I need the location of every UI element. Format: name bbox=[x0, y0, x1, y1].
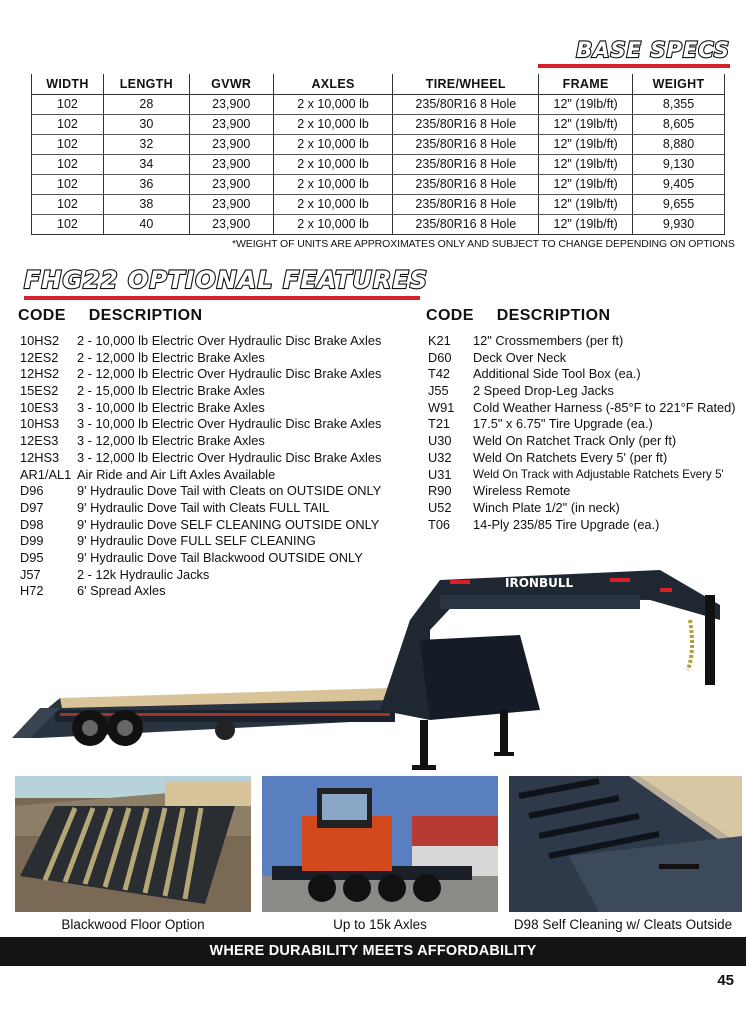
specs-cell: 12" (19lb/ft) bbox=[539, 214, 633, 234]
feature-code: D98 bbox=[20, 516, 44, 532]
feature-item bbox=[20, 450, 381, 467]
feature-code: 12HS3 bbox=[20, 449, 60, 465]
specs-cell: 2 x 10,000 lb bbox=[273, 154, 393, 174]
specs-cell: 23,900 bbox=[189, 134, 273, 154]
feature-description: Weld On Track with Adjustable Ratchets Every 5' bbox=[473, 467, 724, 481]
specs-cell: 235/80R16 8 Hole bbox=[393, 94, 539, 114]
base-specs-underline bbox=[538, 64, 730, 68]
feature-item bbox=[20, 416, 381, 433]
feature-description: 2 - 12k Hydraulic Jacks bbox=[77, 566, 210, 582]
specs-column-header: WIDTH bbox=[32, 74, 104, 94]
specs-cell: 9,130 bbox=[633, 154, 725, 174]
feature-code: U31 bbox=[428, 466, 452, 482]
feature-item bbox=[20, 433, 381, 450]
feature-code: R90 bbox=[428, 483, 452, 499]
feature-description: 2 - 15,000 lb Electric Brake Axles bbox=[77, 383, 265, 399]
specs-cell: 28 bbox=[103, 94, 189, 114]
specs-cell: 12" (19lb/ft) bbox=[539, 134, 633, 154]
specs-column-header: AXLES bbox=[273, 74, 393, 94]
feature-item bbox=[20, 383, 381, 400]
feature-description: Winch Plate 1/2" (in neck) bbox=[473, 499, 620, 515]
specs-column-header: FRAME bbox=[539, 74, 633, 94]
specs-cell: 8,355 bbox=[633, 94, 725, 114]
feature-description: Weld On Ratchets Every 5' (per ft) bbox=[473, 449, 668, 465]
feature-item bbox=[428, 450, 736, 467]
specs-cell: 2 x 10,000 lb bbox=[273, 134, 393, 154]
specs-cell: 2 x 10,000 lb bbox=[273, 194, 393, 214]
feature-description: 9' Hydraulic Dove Tail with Cleats FULL TAIL bbox=[77, 499, 330, 515]
self-cleaning-dovetail-photo bbox=[509, 776, 742, 912]
feature-description: 3 - 10,000 lb Electric Brake Axles bbox=[77, 399, 265, 415]
feature-item bbox=[20, 483, 381, 500]
feature-code: D99 bbox=[20, 533, 44, 549]
specs-cell: 12" (19lb/ft) bbox=[539, 194, 633, 214]
left-description-header: DESCRIPTION bbox=[88, 307, 203, 324]
trailer-brand-text: IRONBULL bbox=[505, 576, 574, 590]
feature-description: Deck Over Neck bbox=[473, 349, 567, 365]
feature-item bbox=[20, 400, 381, 417]
specs-cell: 235/80R16 8 Hole bbox=[393, 154, 539, 174]
feature-description: 3 - 12,000 lb Electric Over Hydraulic Disc Brake Axles bbox=[77, 449, 382, 465]
feature-description: Additional Side Tool Box (ea.) bbox=[473, 366, 641, 382]
specs-cell: 102 bbox=[32, 94, 104, 114]
feature-code: J57 bbox=[20, 566, 41, 582]
feature-description: 9' Hydraulic Dove SELF CLEANING OUTSIDE ONLY bbox=[77, 516, 380, 532]
weight-disclaimer: *WEIGHT OF UNITS ARE APPROXIMATES ONLY AND SUBJECT TO CHANGE DEPENDING ON OPTIONS bbox=[232, 238, 735, 250]
feature-description: 6' Spread Axles bbox=[77, 583, 166, 599]
specs-cell: 8,605 bbox=[633, 114, 725, 134]
feature-code: 10HS2 bbox=[20, 333, 60, 348]
feature-description: 14-Ply 235/85 Tire Upgrade (ea.) bbox=[473, 516, 660, 532]
blackwood-floor-photo bbox=[15, 776, 251, 912]
feature-code: D95 bbox=[20, 549, 44, 565]
specs-cell: 34 bbox=[103, 154, 189, 174]
base-specs-table bbox=[31, 74, 725, 235]
specs-row bbox=[32, 114, 725, 134]
specs-cell: 235/80R16 8 Hole bbox=[393, 114, 539, 134]
feature-description: Wireless Remote bbox=[473, 483, 571, 499]
specs-cell: 102 bbox=[32, 134, 104, 154]
feature-code: U32 bbox=[428, 449, 452, 465]
base-specs-heading bbox=[538, 38, 730, 68]
feature-item bbox=[20, 533, 381, 550]
specs-row bbox=[32, 194, 725, 214]
specs-cell: 23,900 bbox=[189, 214, 273, 234]
feature-code: J55 bbox=[428, 383, 449, 399]
features-underline bbox=[24, 296, 420, 300]
feature-description: 3 - 12,000 lb Electric Brake Axles bbox=[77, 433, 265, 449]
specs-cell: 2 x 10,000 lb bbox=[273, 94, 393, 114]
feature-code: D97 bbox=[20, 499, 44, 515]
tagline-bar: WHERE DURABILITY MEETS AFFORDABILITY bbox=[0, 937, 746, 966]
photo-caption-self-cleaning: D98 Self Cleaning w/ Cleats Outside bbox=[513, 917, 733, 932]
feature-code: 12HS2 bbox=[20, 366, 60, 382]
specs-cell: 235/80R16 8 Hole bbox=[393, 214, 539, 234]
specs-cell: 102 bbox=[32, 114, 104, 134]
feature-item bbox=[428, 433, 736, 450]
feature-item bbox=[20, 366, 381, 383]
feature-description: 17.5" x 6.75" Tire Upgrade (ea.) bbox=[473, 416, 653, 432]
specs-cell: 2 x 10,000 lb bbox=[273, 114, 393, 134]
feature-description: Air Ride and Air Lift Axles Available bbox=[77, 466, 276, 482]
specs-row bbox=[32, 174, 725, 194]
specs-column-header: LENGTH bbox=[103, 74, 189, 94]
feature-code: D96 bbox=[20, 483, 44, 499]
specs-cell: 30 bbox=[103, 114, 189, 134]
feature-code: 12ES3 bbox=[20, 433, 59, 449]
feature-description: Weld On Ratchet Track Only (per ft) bbox=[473, 433, 677, 449]
right-code-header: CODE bbox=[426, 307, 474, 324]
photo-caption-axles: Up to 15k Axles bbox=[333, 917, 427, 932]
specs-cell: 9,655 bbox=[633, 194, 725, 214]
feature-item bbox=[428, 500, 736, 517]
specs-row bbox=[32, 214, 725, 234]
feature-description: Cold Weather Harness (-85°F to 221°F Rated) bbox=[473, 399, 736, 415]
specs-cell: 2 x 10,000 lb bbox=[273, 214, 393, 234]
specs-cell: 23,900 bbox=[189, 114, 273, 134]
specs-cell: 235/80R16 8 Hole bbox=[393, 194, 539, 214]
feature-code: T06 bbox=[428, 516, 451, 532]
feature-item bbox=[428, 467, 736, 484]
feature-code: 10HS3 bbox=[20, 416, 60, 432]
feature-item bbox=[428, 366, 736, 383]
feature-code: U30 bbox=[428, 433, 452, 449]
feature-item bbox=[20, 333, 381, 350]
feature-description: 2 - 12,000 lb Electric Over Hydraulic Disc Brake Axles bbox=[77, 366, 382, 382]
specs-column-header: TIRE/WHEEL bbox=[393, 74, 539, 94]
feature-item bbox=[428, 383, 736, 400]
feature-description: 9' Hydraulic Dove Tail Blackwood OUTSIDE ONLY bbox=[77, 549, 363, 565]
specs-cell: 12" (19lb/ft) bbox=[539, 114, 633, 134]
feature-code: 10ES3 bbox=[20, 399, 59, 415]
feature-code: AR1/AL1 bbox=[20, 466, 72, 482]
feature-code: D60 bbox=[428, 349, 452, 365]
feature-code: H72 bbox=[20, 583, 44, 599]
feature-item bbox=[20, 350, 381, 367]
feature-item bbox=[20, 500, 381, 517]
specs-cell: 9,930 bbox=[633, 214, 725, 234]
specs-column-header: GVWR bbox=[189, 74, 273, 94]
feature-item bbox=[20, 517, 381, 534]
specs-cell: 102 bbox=[32, 174, 104, 194]
feature-description: 2 - 12,000 lb Electric Brake Axles bbox=[77, 349, 265, 365]
specs-row bbox=[32, 94, 725, 114]
feature-code: T42 bbox=[428, 366, 451, 382]
feature-item bbox=[428, 416, 736, 433]
left-column-header bbox=[18, 307, 202, 325]
feature-description: 2 Speed Drop-Leg Jacks bbox=[473, 383, 614, 399]
feature-item bbox=[428, 333, 736, 350]
feature-code: K21 bbox=[428, 333, 451, 348]
features-heading bbox=[24, 266, 429, 300]
specs-cell: 235/80R16 8 Hole bbox=[393, 134, 539, 154]
left-code-header: CODE bbox=[18, 307, 66, 324]
feature-description: 9' Hydraulic Dove FULL SELF CLEANING bbox=[77, 533, 316, 549]
specs-cell: 9,405 bbox=[633, 174, 725, 194]
specs-cell: 12" (19lb/ft) bbox=[539, 94, 633, 114]
base-specs-title: BASE SPECS bbox=[576, 38, 730, 62]
specs-body bbox=[32, 94, 725, 234]
feature-description: 9' Hydraulic Dove Tail with Cleats on OUTSIDE ONLY bbox=[77, 483, 382, 499]
gooseneck-trailer-illustration bbox=[0, 560, 746, 775]
right-feature-list bbox=[428, 333, 736, 533]
specs-cell: 38 bbox=[103, 194, 189, 214]
photo-caption-blackwood: Blackwood Floor Option bbox=[61, 917, 205, 932]
specs-cell: 23,900 bbox=[189, 194, 273, 214]
feature-code: W91 bbox=[428, 399, 455, 415]
features-title: FHG22 OPTIONAL FEATURES bbox=[24, 266, 429, 294]
specs-header-row bbox=[32, 74, 725, 94]
feature-item bbox=[428, 517, 736, 534]
feature-code: 15ES2 bbox=[20, 383, 59, 399]
right-column-header bbox=[426, 307, 610, 325]
specs-cell: 23,900 bbox=[189, 154, 273, 174]
feature-item bbox=[428, 350, 736, 367]
feature-description: 12" Crossmembers (per ft) bbox=[473, 333, 624, 348]
specs-cell: 102 bbox=[32, 214, 104, 234]
specs-cell: 8,880 bbox=[633, 134, 725, 154]
right-description-header: DESCRIPTION bbox=[496, 307, 611, 324]
specs-cell: 102 bbox=[32, 154, 104, 174]
feature-item bbox=[428, 483, 736, 500]
feature-code: U52 bbox=[428, 499, 452, 515]
specs-cell: 23,900 bbox=[189, 174, 273, 194]
specs-cell: 235/80R16 8 Hole bbox=[393, 174, 539, 194]
feature-code: T21 bbox=[428, 416, 451, 432]
specs-row bbox=[32, 154, 725, 174]
feature-code: 12ES2 bbox=[20, 349, 59, 365]
specs-cell: 40 bbox=[103, 214, 189, 234]
specs-column-header: WEIGHT bbox=[633, 74, 725, 94]
specs-cell: 23,900 bbox=[189, 94, 273, 114]
specs-cell: 12" (19lb/ft) bbox=[539, 174, 633, 194]
feature-description: 3 - 10,000 lb Electric Over Hydraulic Disc Brake Axles bbox=[77, 416, 382, 432]
specs-cell: 102 bbox=[32, 194, 104, 214]
feature-item bbox=[20, 467, 381, 484]
axles-photo bbox=[262, 776, 498, 912]
specs-cell: 36 bbox=[103, 174, 189, 194]
specs-cell: 2 x 10,000 lb bbox=[273, 174, 393, 194]
feature-item bbox=[428, 400, 736, 417]
page-number: 45 bbox=[717, 972, 734, 989]
feature-description: 2 - 10,000 lb Electric Over Hydraulic Disc Brake Axles bbox=[77, 333, 382, 348]
specs-row bbox=[32, 134, 725, 154]
specs-cell: 32 bbox=[103, 134, 189, 154]
specs-cell: 12" (19lb/ft) bbox=[539, 154, 633, 174]
